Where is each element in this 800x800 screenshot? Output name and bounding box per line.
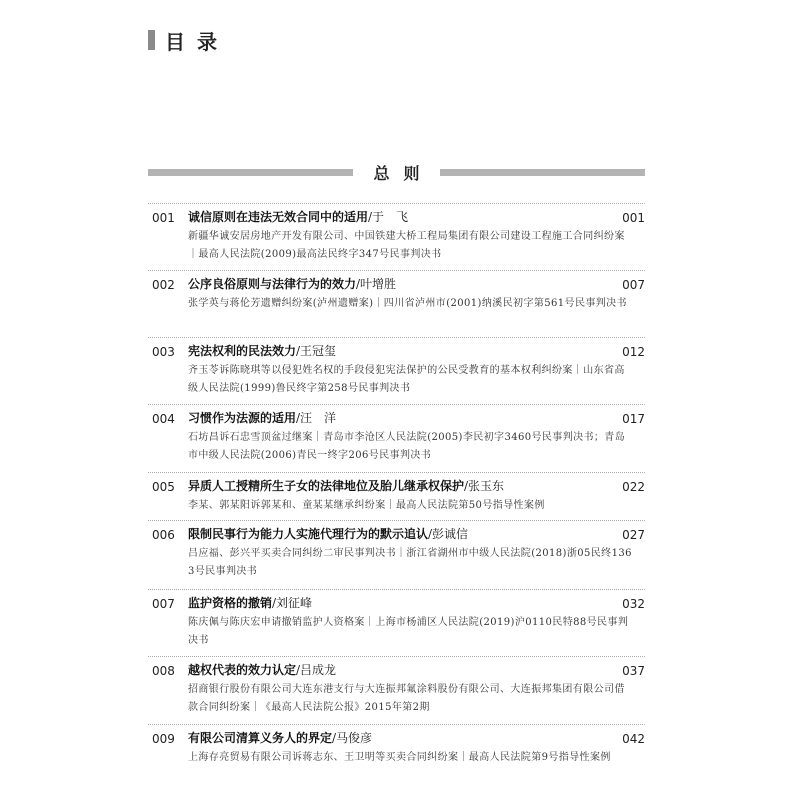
entry-author: /刘征峰: [272, 596, 313, 610]
toc-heading: [148, 27, 229, 53]
entry-number: 004: [152, 412, 175, 426]
entry-title[interactable]: [188, 527, 468, 542]
entry-page-number: 022: [622, 480, 645, 494]
entry-title-text: 异质人工授精所生子女的法律地位及胎儿继承权保护: [188, 479, 465, 493]
entry-case-citation: 石坊昌诉石忠雪顶盆过继案｜青岛市李沧区人民法院(2005)李民初字3460号民事判决书；青岛市中级人民法院(2006)青民一终字206号民事判决书: [188, 432, 626, 461]
entry-title[interactable]: [188, 411, 336, 426]
entry-divider: [148, 656, 645, 657]
heading-marker-bar: [148, 30, 155, 50]
entry-page-number: 012: [622, 345, 645, 359]
entry-divider: [148, 203, 645, 204]
entry-title-text: 宪法权利的民法效力: [188, 344, 297, 358]
entry-number: 001: [152, 211, 175, 225]
entry-author: /马俊彦: [332, 731, 373, 745]
entry-title-text: 有限公司清算义务人的界定: [188, 731, 333, 745]
entry-number: 009: [152, 732, 175, 746]
entry-number: 002: [152, 278, 175, 292]
section-title: 总则: [373, 164, 434, 183]
entry-case-citation: 齐玉苓诉陈晓琪等以侵犯姓名权的手段侵犯宪法保护的公民受教育的基本权利纠纷案｜山东省高级人民法院(1999)鲁民终字第258号民事判决书: [188, 365, 625, 394]
toc-heading-text: 目录: [165, 29, 229, 54]
entry-divider: [148, 520, 645, 521]
entry-number: 006: [152, 528, 175, 542]
entry-case-citation: 李某、郭某阳诉郭某和、童某某继承纠纷案｜最高人民法院第50号指导性案例: [188, 500, 545, 511]
entry-page-number: 007: [622, 278, 645, 292]
entry-title-text: 监护资格的撤销: [188, 596, 273, 610]
entry-case-citation: 上海存亮贸易有限公司诉蒋志东、王卫明等买卖合同纠纷案｜最高人民法院第9号指导性案例: [188, 752, 611, 763]
entry-title[interactable]: [188, 663, 336, 678]
entry-title[interactable]: [188, 479, 504, 494]
entry-page-number: 037: [622, 664, 645, 678]
section-header: [148, 160, 645, 184]
entry-divider: [148, 337, 645, 338]
entry-number: 008: [152, 664, 175, 678]
entry-title[interactable]: [188, 277, 396, 292]
entry-divider: [148, 724, 645, 725]
entry-author: /吕成龙: [296, 663, 337, 677]
entry-author: /于 飞: [368, 210, 409, 224]
entry-divider: [148, 404, 645, 405]
entry-divider: [148, 589, 645, 590]
entry-title-text: 越权代表的效力认定: [188, 663, 297, 677]
entry-title[interactable]: [188, 344, 336, 359]
entry-author: /张玉东: [464, 479, 505, 493]
entry-title-text: 诚信原则在违法无效合同中的适用: [188, 210, 369, 224]
entry-case-citation: 吕应福、彭兴平买卖合同纠纷二审民事判决书｜浙江省湖州市中级人民法院(2018)浙05民终1363号民事判决书: [188, 548, 632, 577]
entry-number: 007: [152, 597, 175, 611]
entry-divider: [148, 472, 645, 473]
entry-author: /彭诚信: [428, 527, 469, 541]
entry-case-citation: 招商银行股份有限公司大连东港支行与大连振邦氟涂料股份有限公司、大连振邦集团有限公司借款合同纠纷案｜《最高人民法院公报》2015年第2期: [188, 684, 625, 713]
entry-number: 003: [152, 345, 175, 359]
section-rule-right: [440, 169, 645, 176]
entry-case-citation: 陈庆佩与陈庆宏申请撤销监护人资格案｜上海市杨浦区人民法院(2019)沪0110民特88号民事判决书: [188, 617, 629, 646]
entry-page-number: 017: [622, 412, 645, 426]
entry-case-citation: 张学英与蒋伦芳遗赠纠纷案(泸州遗赠案)｜四川省泸州市(2001)纳溪民初字第561号民事判决书: [188, 298, 627, 309]
entry-page-number: 001: [622, 211, 645, 225]
entry-author: /汪 洋: [296, 411, 337, 425]
entry-page-number: 042: [622, 732, 645, 746]
entry-page-number: 032: [622, 597, 645, 611]
section-rule-left: [148, 169, 353, 176]
entry-title-text: 习惯作为法源的适用: [188, 411, 297, 425]
entry-title[interactable]: [188, 731, 372, 746]
entry-title-text: 公序良俗原则与法律行为的效力: [188, 277, 357, 291]
entry-case-citation: 新疆华诚安居房地产开发有限公司、中国铁建大桥工程局集团有限公司建设工程施工合同纠纷案｜最高人民法院(2009)最高法民终字347号民事判决书: [188, 231, 625, 260]
entry-number: 005: [152, 480, 175, 494]
entry-author: /王冠玺: [296, 344, 337, 358]
entry-divider: [148, 270, 645, 271]
entry-title-text: 限制民事行为能力人实施代理行为的默示追认: [188, 527, 429, 541]
entry-title[interactable]: [188, 596, 312, 611]
entry-title[interactable]: [188, 210, 408, 225]
entry-author: /叶增胜: [356, 277, 397, 291]
entry-page-number: 027: [622, 528, 645, 542]
